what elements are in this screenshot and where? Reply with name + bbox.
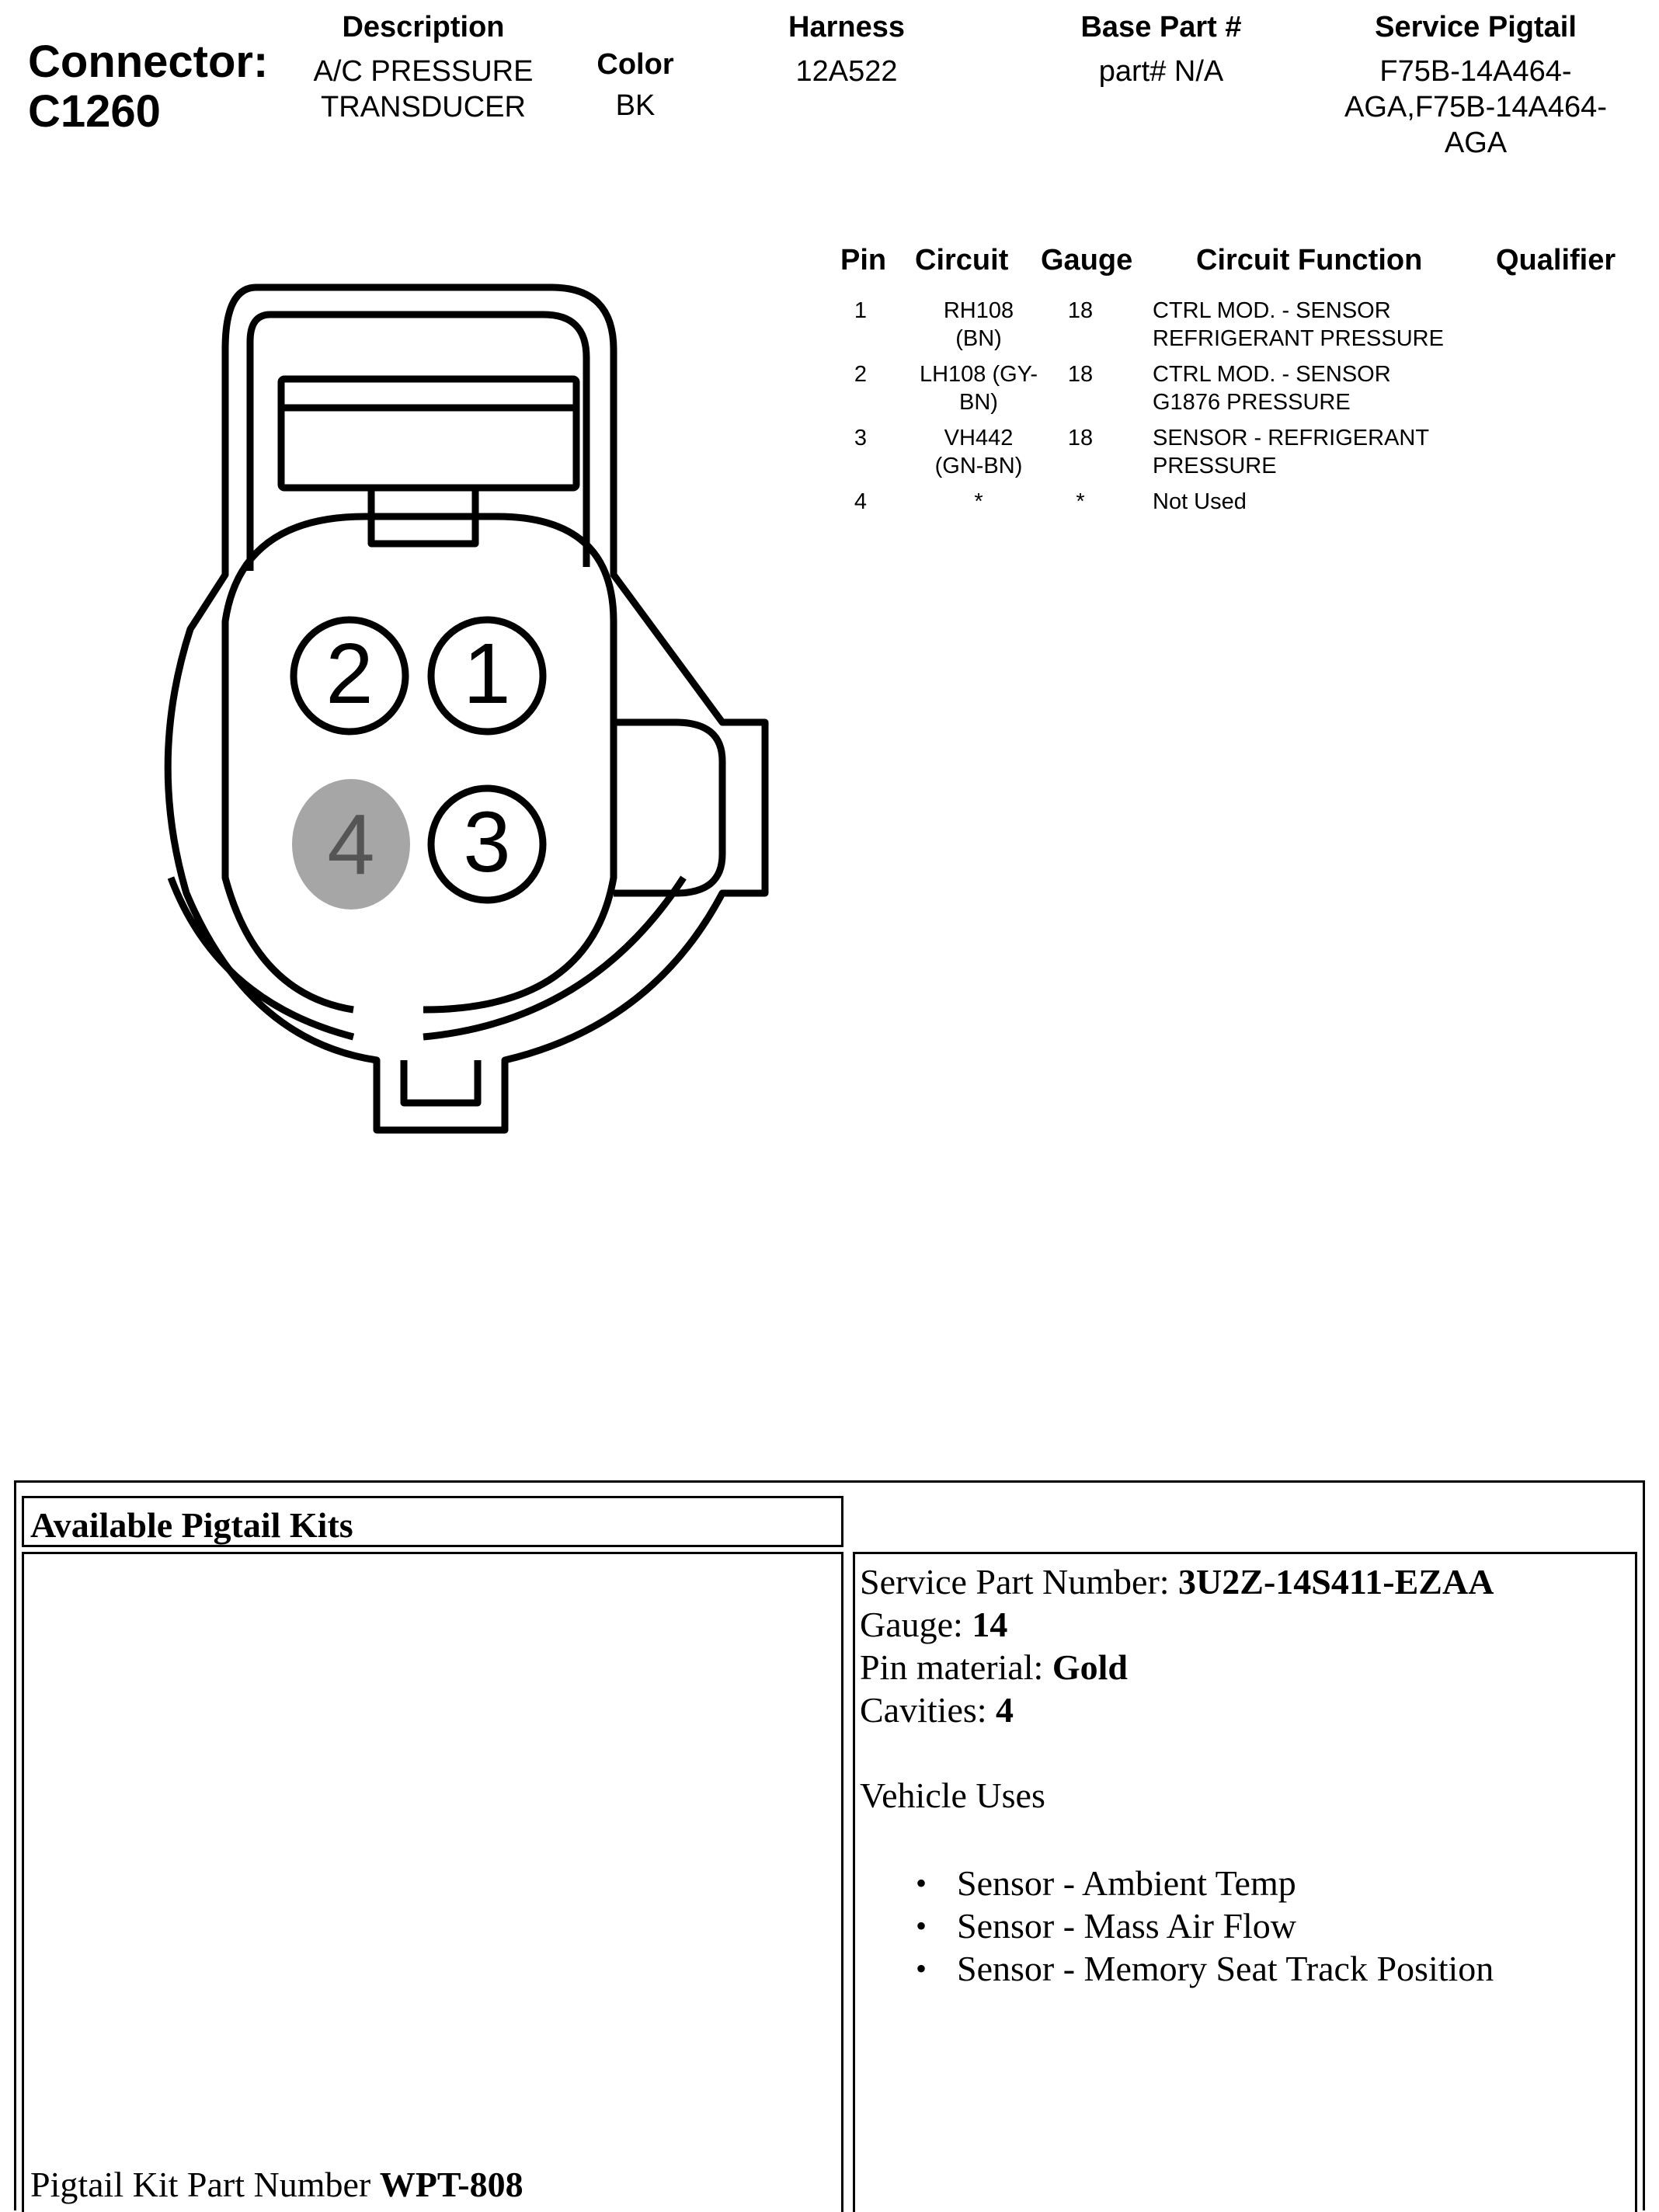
connector-key xyxy=(614,722,722,893)
connector-inner-cavity xyxy=(225,516,614,1010)
service-part-value: 3U2Z-14S411-EZAA xyxy=(1178,1562,1494,1602)
circuit-cell xyxy=(901,297,1056,353)
service-pigtail-label: Service Pigtail xyxy=(1375,11,1577,43)
service-part-number-line xyxy=(860,1560,1635,1603)
pigtail-image-cell xyxy=(22,1552,843,2212)
harness-label: Harness xyxy=(788,11,905,43)
pin-header: Pin xyxy=(840,244,887,276)
gauge-line xyxy=(860,1603,1635,1646)
list-item: • Sensor - Mass Air Flow xyxy=(860,1904,1635,1947)
circuit-function-header: Circuit Function xyxy=(1196,244,1423,276)
pigtail-kits-title: Available Pigtail Kits xyxy=(22,1496,843,1547)
circuit-line-2: (BN) xyxy=(955,326,1002,351)
circuit-line-1: RH108 xyxy=(943,298,1014,323)
cavities-label: Cavities: xyxy=(860,1690,996,1730)
cavities-line xyxy=(860,1689,1635,1731)
function-line-1: CTRL MOD. - SENSOR xyxy=(1153,362,1391,387)
connector-latch-bar xyxy=(281,379,576,488)
color-column xyxy=(565,48,705,123)
gauge-label: Gauge: xyxy=(860,1605,972,1644)
base-part-label: Base Part # xyxy=(1080,11,1242,43)
function-cell xyxy=(1153,488,1247,516)
gauge-cell: 18 xyxy=(1067,298,1094,323)
circuit-cell xyxy=(901,360,1056,416)
circuit-line-2: BN) xyxy=(959,390,998,415)
list-item: • Sensor - Memory Seat Track Position xyxy=(860,1947,1635,1990)
pin-3-label: 3 xyxy=(463,795,511,890)
cavities-value: 4 xyxy=(996,1690,1014,1730)
kit-part-value: WPT-808 xyxy=(379,2165,523,2204)
function-cell xyxy=(1153,360,1391,416)
connector-id: C1260 xyxy=(28,86,161,137)
pin-3 xyxy=(431,788,543,900)
harness-column xyxy=(738,11,955,89)
description-label: Description xyxy=(342,11,505,43)
circuit-line-1: VH442 xyxy=(944,426,1014,450)
function-line-1: CTRL MOD. - SENSOR xyxy=(1153,298,1391,323)
pin-4 xyxy=(292,779,410,909)
pin-table-body xyxy=(823,297,1647,522)
connector-label: Connector: xyxy=(28,37,269,87)
description-column xyxy=(287,11,559,125)
gauge-cell: 18 xyxy=(1067,362,1094,387)
function-line-1: SENSOR - REFRIGERANT xyxy=(1153,426,1430,450)
pin-2-label: 2 xyxy=(325,626,374,722)
gauge-value: 14 xyxy=(972,1605,1008,1644)
vehicle-uses-label: Vehicle Uses xyxy=(860,1776,1045,1815)
pin-material-value: Gold xyxy=(1052,1647,1128,1687)
color-value: BK xyxy=(615,89,656,122)
connector-title xyxy=(28,37,268,137)
pin-table-header xyxy=(823,244,1647,287)
connector-latch-frame xyxy=(270,315,586,567)
circuit-cell xyxy=(901,424,1056,480)
service-pigtail-line-2: AGA,F75B-14A464- xyxy=(1344,91,1607,123)
function-cell xyxy=(1153,424,1429,480)
service-pigtail-column xyxy=(1305,11,1647,161)
circuit-cell xyxy=(901,488,1056,516)
pin-material-label: Pin material: xyxy=(860,1647,1052,1687)
function-line-2: PRESSURE xyxy=(1153,454,1277,478)
qualifier-header: Qualifier xyxy=(1496,244,1616,276)
gauge-header: Gauge xyxy=(1041,244,1133,276)
pin-4-label: 4 xyxy=(327,797,375,892)
list-item: • Sensor - Ambient Temp xyxy=(860,1862,1635,1904)
table-row xyxy=(823,424,1647,488)
base-part-column xyxy=(1033,11,1289,89)
circuit-header: Circuit xyxy=(915,244,1009,276)
harness-value: 12A522 xyxy=(795,55,898,88)
table-row xyxy=(823,360,1647,424)
description-line-2: TRANSDUCER xyxy=(321,91,526,123)
service-pigtail-line-3: AGA xyxy=(1444,127,1508,159)
pigtail-kit-part-number xyxy=(30,2163,523,2206)
circuit-line-1: * xyxy=(974,489,983,514)
circuit-line-1: LH108 (GY- xyxy=(919,362,1038,387)
pin-1-label: 1 xyxy=(463,626,511,722)
pin-material-line xyxy=(860,1646,1635,1689)
pigtail-details-cell xyxy=(853,1552,1637,2212)
pin-number: 2 xyxy=(854,362,868,387)
gauge-cell: * xyxy=(1076,489,1085,514)
pin-number: 1 xyxy=(854,298,868,323)
pin-table xyxy=(823,244,1647,522)
description-line-1: A/C PRESSURE xyxy=(313,55,534,88)
pin-2 xyxy=(294,620,405,732)
table-row xyxy=(823,488,1647,522)
service-part-label: Service Part Number: xyxy=(860,1562,1179,1602)
pin-number: 3 xyxy=(854,426,868,450)
color-label: Color xyxy=(596,48,674,81)
function-cell xyxy=(1153,297,1444,353)
function-line-2: REFRIGERANT PRESSURE xyxy=(1153,326,1444,351)
function-line-1: Not Used xyxy=(1153,489,1247,514)
kit-part-label: Pigtail Kit Part Number xyxy=(30,2165,380,2204)
pin-number: 4 xyxy=(854,489,868,514)
gauge-cell: 18 xyxy=(1067,426,1094,450)
base-part-value: part# N/A xyxy=(1098,55,1224,88)
pin-1 xyxy=(431,620,543,732)
table-row xyxy=(823,297,1647,360)
connector-face-diagram xyxy=(140,272,784,1149)
vehicle-uses-list xyxy=(860,1862,1635,1990)
service-pigtail-line-1: F75B-14A464- xyxy=(1379,55,1572,88)
circuit-line-2: (GN-BN) xyxy=(934,454,1023,478)
function-line-2: G1876 PRESSURE xyxy=(1153,390,1351,415)
